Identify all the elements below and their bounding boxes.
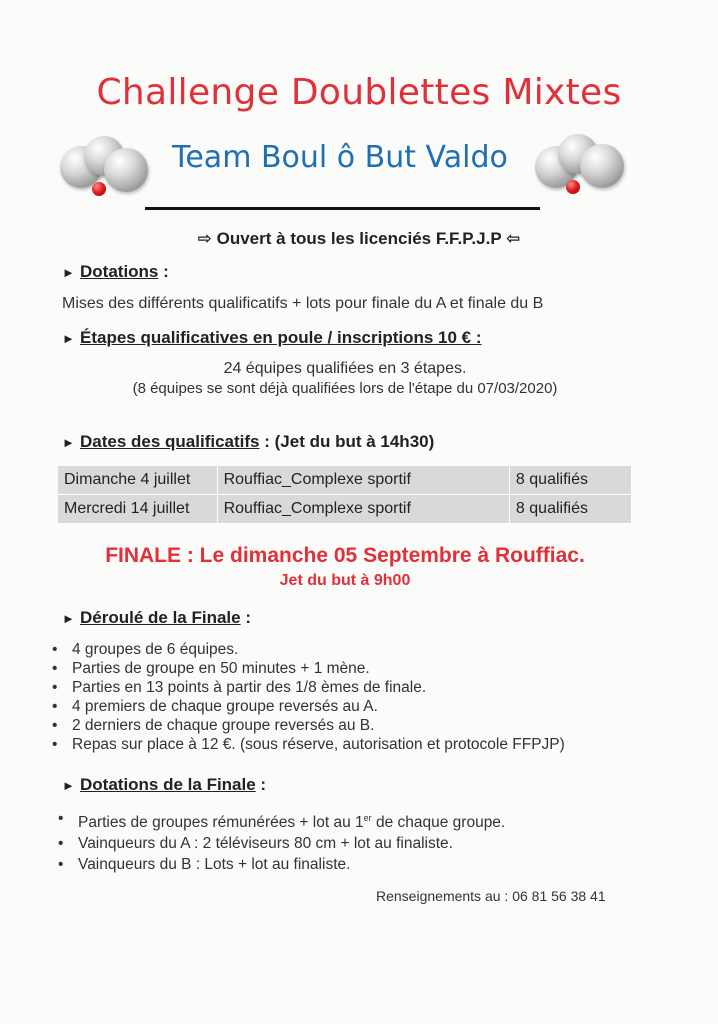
count-cell: 8 qualifiés	[509, 466, 631, 495]
list-item: • Repas sur place à 12 €. (sous réserve, autorisation et protocole FFPJP)	[52, 736, 565, 753]
title-divider	[145, 207, 540, 210]
etapes-line-1: 24 équipes qualifiées en 3 étapes.	[223, 360, 467, 377]
section-marker-icon: ►	[62, 778, 75, 793]
list-item: • Parties de groupes rémunérées + lot au 1er de chaque groupe.	[58, 810, 506, 832]
list-item: • Vainqueurs du A : 2 téléviseurs 80 cm + lot au finaliste.	[58, 835, 453, 853]
section-marker-icon: ►	[62, 611, 75, 626]
table-row	[58, 495, 632, 524]
list-item: • Parties en 13 points à partir des 1/8 èmes de finale.	[52, 679, 427, 696]
list-item: • 2 derniers de chaque groupe reversés au B.	[52, 717, 375, 734]
deroule-heading: ► Déroulé de la Finale :	[62, 608, 251, 627]
dotations-heading: ► Dotations :	[62, 262, 169, 281]
list-item: • Parties de groupe en 50 minutes + 1 mène.	[52, 660, 370, 677]
dates-table	[58, 466, 632, 524]
etapes-line-2: (8 équipes se sont déjà qualifiées lors de l'étape du 07/03/2020)	[132, 380, 558, 397]
finale-jet: Jet du but à 9h00	[279, 572, 411, 589]
place-cell: Rouffiac_Complexe sportif	[217, 466, 509, 495]
poster-title: Challenge Doublettes Mixtes	[96, 72, 622, 113]
list-item: • Vainqueurs du B : Lots + lot au finaliste.	[58, 856, 351, 874]
count-cell: 8 qualifiés	[509, 495, 631, 524]
date-cell: Dimanche 4 juillet	[58, 466, 217, 495]
list-item: • 4 premiers de chaque groupe reversés au A.	[52, 698, 378, 715]
date-cell: Mercredi 14 juillet	[58, 495, 217, 524]
open-to-licensees: ⇨ Ouvert à tous les licenciés F.F.P.J.P ⇦	[197, 229, 521, 248]
dotations-finale-heading: ► Dotations de la Finale :	[62, 775, 267, 794]
deroule-list	[52, 640, 565, 754]
section-marker-icon: ►	[62, 331, 75, 346]
place-cell: Rouffiac_Complexe sportif	[217, 495, 509, 524]
contact-info: Renseignements au : 06 81 56 38 41	[376, 888, 606, 904]
list-item: • 4 groupes de 6 équipes.	[52, 641, 239, 658]
dotations-finale-list	[58, 808, 505, 875]
section-marker-icon: ►	[62, 435, 75, 450]
poster-subtitle: Team Boul ô But Valdo	[172, 140, 508, 175]
section-marker-icon: ►	[62, 265, 75, 280]
dates-heading: ► Dates des qualificatifs : (Jet du but à 14h30)	[62, 432, 435, 451]
table-row	[58, 466, 632, 495]
finale-title: FINALE : Le dimanche 05 Septembre à Rouffiac.	[105, 544, 585, 567]
etapes-heading: ► Étapes qualificatives en poule / inscriptions 10 € :	[62, 328, 482, 347]
dotations-text: Mises des différents qualificatifs + lots pour finale du A et finale du B	[62, 295, 544, 312]
